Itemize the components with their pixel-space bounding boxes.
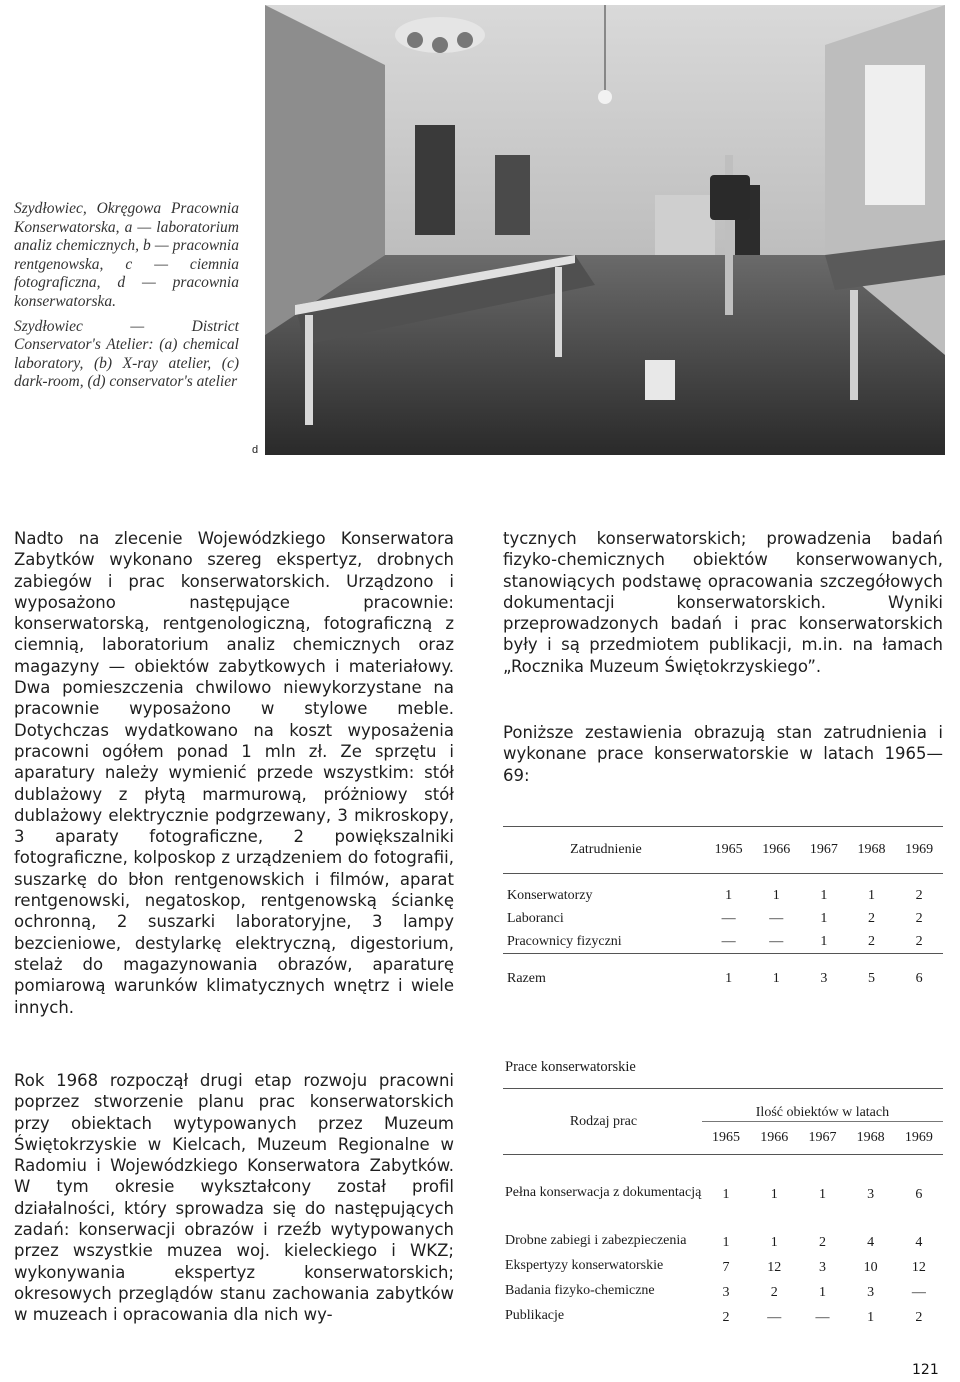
table-row [503, 1155, 943, 1204]
spacer-row [503, 874, 943, 885]
page-number: 121 [912, 1362, 939, 1378]
paragraph-second-stage: Rok 1968 rozpoczął drugi etap rozwoju pracowni poprzez stworzenie planu prac konserwatorskich przy obiektach wytypowanych przez Muzeum Świętokrzyskie w Kielcach, Muzeum Regionalne w Radomiu i Wojewódzkiego Konserwatora Zabytków. W tym okresie wykształcony został profil działalności, który sprowadza się do następujących zadań: konserwacji obrazów i rzeźb wytypowanych przez wszystkie muzea woj. kieleckiego i WKZ; wykonywania ekspertyz konserwatorskich; okresowych przeglądów stanu zachowania zabytków w muzeach i opracowania dla nich wy- [14, 1071, 454, 1325]
atelier-photograph [265, 5, 945, 455]
cell-value: 10 [863, 1260, 878, 1275]
cell-value: 3 [867, 1187, 875, 1202]
works-year: 1967 [798, 1122, 846, 1155]
cell-value: 12 [911, 1260, 926, 1275]
works-header-kind: Rodzaj prac [503, 1089, 702, 1155]
employment-year: 1965 [705, 827, 753, 874]
works-year: 1966 [750, 1122, 798, 1155]
cell-value: — [769, 910, 784, 926]
cell-value: 1 [818, 1187, 826, 1202]
body-right-column [503, 528, 943, 677]
cell-value: 1 [725, 887, 733, 903]
row-label: Badania fizyko-chemiczne [505, 1283, 655, 1298]
cell-value: 1 [820, 887, 828, 903]
works-year: 1965 [702, 1122, 750, 1155]
row-label: Pełna konserwacja z dokumentacją [505, 1185, 702, 1200]
paragraph-guidelines: tycznych konserwatorskich; prowadzenia badań fizyko-chemicznych obiektów konserwowanych, stanowiących podstawę opracowania szczegółowych dokumentacji konserwatorskich. Wyniki przeprowadzonych badań i prac konserwatorskich były i są przedmiotem publikacji, m.in. na łamach „Rocznika Muzeum Świętokrzyskiego”. [503, 529, 943, 676]
table-row [503, 884, 943, 907]
works-year: 1968 [847, 1122, 895, 1155]
paragraph-equipment: Nadto na zlecenie Wojewódzkiego Konserwatora Zabytków wykonano szereg ekspertyz, drobnych zabiegów i prac konserwatorskich. Urządzono i wyposażono następujące pracownie: konserwatorską, rentgenologiczną, fotograficzną z ciemnią, laboratorium analiz chemicznych oraz magazyny — obiektów zabytkowych i materiałowy. Dwa pomieszczenia chwilowo niewykorzystane na pracownie wyposażono w stylowe meble. Dotychczas wydatkowano na koszt wyposażenia pracowni ogółem ponad 1 mln zł. Ze sprzętu i aparatury należy wymienić przede wszystkim: stół dublażowy z płytą marmurową, próżniowy stół dublażowy elektrycznie podgrzewany, 3 mikroskopy, 3 aparaty fotograficzne, 2 powiększalniki fotograficzne, kolposkop z urządzeniem do fotografii, suszarkę do błon rentgenowskich i filmów, aparat rentgenowski, negatoskop, rentgenowską ściankę ochronną, 2 suszarki laboratoryjne, 3 lampy bezcieniowe, destylarkę elektryczną, digestorium, stelaż do magazynowania obrazów, aparaturę pomiarową warunków klimatycznych wnętrz i wiele innych. [14, 529, 454, 1017]
cell-value: 3 [818, 1260, 826, 1275]
cell-value: — [767, 1310, 782, 1325]
table-row [503, 930, 943, 954]
cell-value: 2 [915, 1310, 923, 1325]
employment-table [503, 826, 943, 1004]
works-year: 1969 [895, 1122, 943, 1155]
cell-value: 1 [722, 1235, 730, 1250]
employment-year: 1968 [848, 827, 896, 874]
cell-value: 1 [868, 887, 876, 903]
works-table [503, 1088, 943, 1326]
works-header-count: Ilość obiektów w latach [702, 1089, 943, 1122]
cell-value: 3 [867, 1285, 875, 1300]
table-row [503, 1251, 943, 1276]
works-table-caption: Prace konserwatorskie [505, 1059, 636, 1075]
cell-value: 2 [722, 1310, 730, 1325]
employment-year: 1966 [752, 827, 800, 874]
row-label: Drobne zabiegi i zabezpieczenia [505, 1233, 687, 1248]
row-label: Ekspertyzy konserwatorskie [505, 1258, 664, 1273]
cell-value: 2 [818, 1235, 826, 1250]
cell-value: 1 [867, 1310, 875, 1325]
cell-value: 1 [820, 910, 828, 926]
cell-value: 4 [867, 1235, 875, 1250]
atelier-photo-drawing [265, 5, 945, 455]
cell-value: 2 [770, 1285, 778, 1300]
body-right-column-intro [503, 722, 943, 786]
cell-value: 3 [722, 1285, 730, 1300]
cell-value: 12 [767, 1260, 782, 1275]
figure-caption [14, 200, 239, 398]
total-value: 1 [752, 954, 800, 1005]
employment-total-row [503, 954, 943, 1005]
employment-header-row [503, 827, 943, 874]
body-left-column [14, 528, 454, 1018]
table-row [503, 1203, 943, 1251]
caption-polish: Szydłowiec, Okręgowa Pracownia Konserwatorska, a — laboratorium analiz chemicznych, b — pracownia rentgenowska, c — ciemnia fotograficzna, d — pracownia konserwatorska. [14, 200, 239, 310]
table-row [503, 907, 943, 930]
row-label: Laboranci [507, 910, 564, 926]
cell-value: 1 [818, 1285, 826, 1300]
cell-value: 2 [915, 910, 923, 926]
cell-value: 2 [915, 933, 923, 949]
cell-value: — [721, 933, 736, 949]
cell-value: 1 [770, 1187, 778, 1202]
body-left-column-lower [14, 1070, 454, 1326]
paragraph-tables-intro: Poniższe zestawienia obrazują stan zatrudnienia i wykonane prace konserwatorskie w latach 1965—69: [503, 723, 943, 785]
cell-value: — [815, 1310, 830, 1325]
employment-year: 1967 [800, 827, 848, 874]
cell-value: 1 [820, 933, 828, 949]
total-value: 5 [848, 954, 896, 1005]
cell-value: 6 [915, 1187, 923, 1202]
cell-value: — [911, 1285, 926, 1300]
table-row [503, 1301, 943, 1326]
photo-letter: d [252, 444, 259, 456]
table-row [503, 1276, 943, 1301]
total-value: 6 [895, 954, 943, 1005]
cell-value: — [769, 933, 784, 949]
cell-value: 2 [868, 933, 876, 949]
cell-value: 2 [868, 910, 876, 926]
cell-value: 1 [770, 1235, 778, 1250]
total-label: Razem [503, 954, 705, 1005]
row-label: Konserwatorzy [507, 887, 593, 903]
total-value: 1 [705, 954, 753, 1005]
cell-value: 1 [772, 887, 780, 903]
works-header-row-top [503, 1089, 943, 1122]
total-value: 3 [800, 954, 848, 1005]
cell-value: 1 [722, 1187, 730, 1202]
employment-header-label: Zatrudnienie [503, 827, 705, 874]
cell-value: — [721, 910, 736, 926]
cell-value: 2 [915, 887, 923, 903]
employment-year: 1969 [895, 827, 943, 874]
cell-value: 4 [915, 1235, 923, 1250]
caption-english: Szydłowiec — District Conservator's Atelier: (a) chemical laboratory, (b) X-ray atelier, (c) dark-room, (d) conservator's atelier [14, 317, 239, 391]
cell-value: 7 [722, 1260, 730, 1275]
row-label: Pracownicy fizyczni [507, 933, 622, 949]
row-label: Publikacje [505, 1308, 565, 1323]
